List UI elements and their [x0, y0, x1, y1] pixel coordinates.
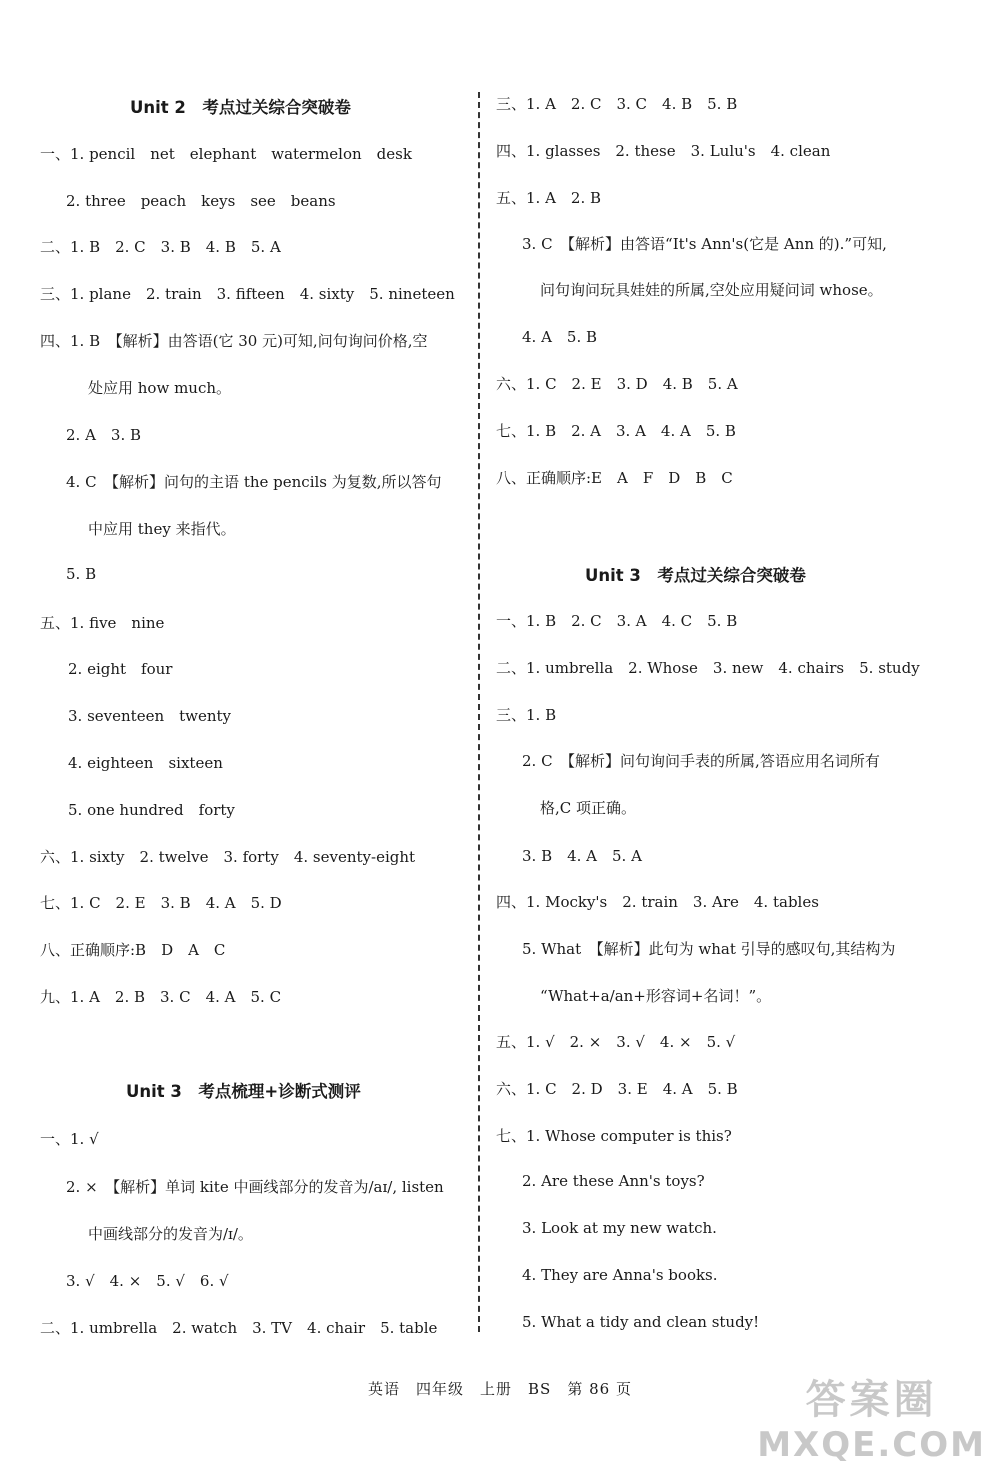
answer-line: 七、1. Whose computer is this? — [496, 1127, 732, 1145]
answer-line: 七、1. C 2. E 3. B 4. A 5. D — [40, 894, 282, 912]
answer-line: 四、1. Mocky's 2. train 3. Are 4. tables — [496, 893, 819, 911]
answer-line: 三、1. B — [496, 706, 557, 724]
answer-line: 七、1. B 2. A 3. A 4. A 5. B — [496, 422, 736, 440]
answer-line: “What+a/an+形容词+名词！”。 — [540, 987, 772, 1005]
answer-line: 六、1. C 2. D 3. E 4. A 5. B — [496, 1080, 738, 1098]
answer-line: 八、正确顺序:B D A C — [40, 941, 226, 959]
answer-line: 问句询问玩具娃娃的所属,空处应用疑问词 whose。 — [540, 281, 883, 299]
answer-line: 5. B — [66, 565, 97, 583]
answer-line: 2. eight four — [68, 660, 173, 678]
answer-line: 3. seventeen twenty — [68, 707, 232, 725]
answer-line: 六、1. C 2. E 3. D 4. B 5. A — [496, 375, 738, 393]
answer-line: 一、1. B 2. C 3. A 4. C 5. B — [496, 612, 738, 630]
answer-line: 二、1. B 2. C 3. B 4. B 5. A — [40, 238, 281, 256]
answer-line: 五、1. √ 2. × 3. √ 4. × 5. √ — [496, 1033, 736, 1051]
answer-line: 格,C 项正确。 — [540, 799, 637, 817]
answer-line: 处应用 how much。 — [88, 379, 232, 397]
answer-line: 八、正确顺序:E A F D B C — [496, 469, 733, 487]
unit3-test-heading: Unit 3 考点过关综合突破卷 — [585, 566, 806, 585]
answer-line: 中画线部分的发音为/ɪ/。 — [88, 1225, 253, 1243]
unit3-review-heading: Unit 3 考点梳理+诊断式测评 — [126, 1082, 361, 1101]
answer-line: 3. B 4. A 5. A — [522, 847, 642, 865]
answer-line: 四、1. B 【解析】由答语(它 30 元)可知,问句询问价格,空 — [40, 332, 428, 350]
watermark-bottom: MXQE.COM — [757, 1425, 986, 1465]
answer-line: 九、1. A 2. B 3. C 4. A 5. C — [40, 988, 282, 1006]
answer-line: 2. three peach keys see beans — [66, 192, 336, 210]
column-divider — [478, 92, 480, 1332]
answer-line: 3. C 【解析】由答语“It's Ann's(它是 Ann 的).”可知, — [522, 235, 887, 253]
answer-line: 五、1. five nine — [40, 614, 165, 632]
answer-line: 4. They are Anna's books. — [522, 1266, 718, 1284]
unit2-heading: Unit 2 考点过关综合突破卷 — [130, 98, 351, 117]
answer-line: 三、1. A 2. C 3. C 4. B 5. B — [496, 95, 738, 113]
answer-line: 5. What 【解析】此句为 what 引导的感叹句,其结构为 — [522, 940, 896, 958]
answer-line: 3. Look at my new watch. — [522, 1219, 717, 1237]
answer-line: 2. × 【解析】单词 kite 中画线部分的发音为/aɪ/, listen — [66, 1178, 444, 1196]
answer-line: 4. C 【解析】问句的主语 the pencils 为复数,所以答句 — [66, 473, 442, 491]
answer-line: 二、1. umbrella 2. watch 3. TV 4. chair 5. table — [40, 1319, 438, 1337]
answer-line: 二、1. umbrella 2. Whose 3. new 4. chairs 5. study — [496, 659, 920, 677]
answer-line: 六、1. sixty 2. twelve 3. forty 4. seventy-eight — [40, 848, 416, 866]
answer-line: 3. √ 4. × 5. √ 6. √ — [66, 1272, 229, 1290]
watermark-top: 答案圈 — [805, 1377, 938, 1423]
watermark-logo — [757, 1368, 986, 1465]
answer-line: 4. eighteen sixteen — [68, 754, 223, 772]
answer-line: 五、1. A 2. B — [496, 189, 602, 207]
answer-line: 中应用 they 来指代。 — [88, 520, 236, 538]
answer-line: 一、1. pencil net elephant watermelon desk — [40, 145, 412, 163]
answer-line: 2. A 3. B — [66, 426, 142, 444]
answer-line: 4. A 5. B — [522, 328, 598, 346]
answer-line: 四、1. glasses 2. these 3. Lulu's 4. clean — [496, 142, 831, 160]
answer-line: 5. What a tidy and clean study! — [522, 1313, 760, 1331]
answer-line: 2. Are these Ann's toys? — [522, 1172, 705, 1190]
answer-line: 5. one hundred forty — [68, 801, 235, 819]
page-footer: 英语 四年级 上册 BS 第 86 页 — [368, 1380, 632, 1398]
answer-line: 2. C 【解析】问句询问手表的所属,答语应用名词所有 — [522, 752, 880, 770]
answer-line: 三、1. plane 2. train 3. fifteen 4. sixty 5. nineteen — [40, 285, 455, 303]
answer-line: 一、1. √ — [40, 1130, 99, 1148]
